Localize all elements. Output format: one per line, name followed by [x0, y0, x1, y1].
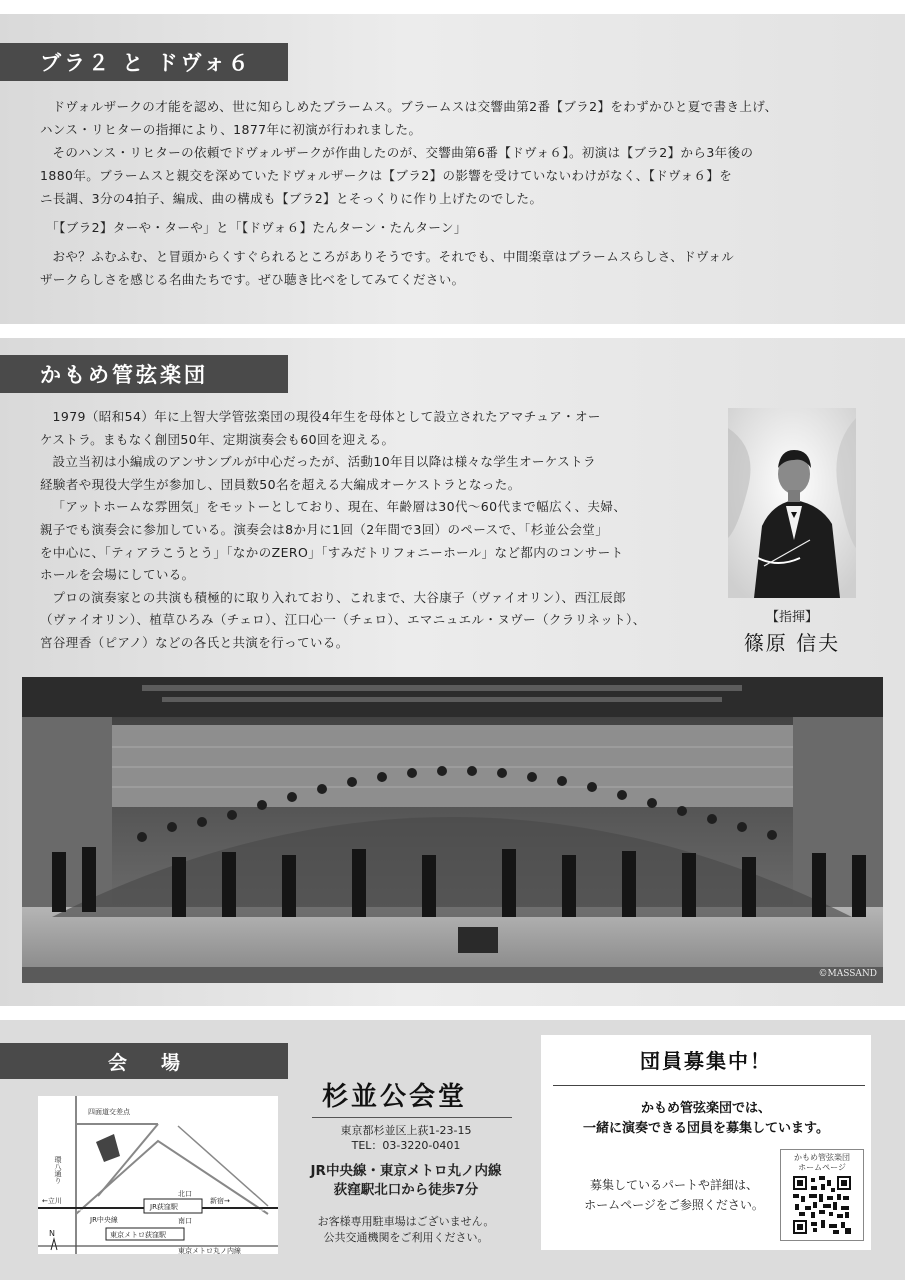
recruitment-line: かもめ管弦楽団では、	[640, 1101, 771, 1116]
venue-divider	[312, 1117, 512, 1118]
paragraph-line: ドヴォルザークの才能を認め、世に知らしめたブラームス。ブラームスは交響曲第2番【ブラ2】をわずかひと夏で書き上げ、	[52, 99, 778, 114]
comparison-quote: 「【ブラ2】ターや・ターや」と「【ドヴォ６】たんターン・たんターン」	[46, 220, 467, 235]
venue-access	[300, 1162, 512, 1200]
paragraph-line: 経験者や現役大学生が参加し、団員数50名を超える大編成オーケストラとなった。	[40, 476, 521, 492]
venue-address: 東京都杉並区上荻1-23-15	[340, 1124, 472, 1137]
compass-north-icon: N	[49, 1229, 55, 1238]
orchestra-photo	[22, 677, 883, 983]
recruitment-title: 団員募集中！	[640, 1049, 772, 1073]
parking-note	[300, 1214, 512, 1246]
paragraph-line: 親子でも演奏会に参加している。演奏会は8か月に1回（2年間で3回）のペースで、「杉並公会堂」	[40, 521, 609, 537]
paragraph-line: を中心に、「ティアラこうとう」「なかのZERO」「すみだトリフォニーホール」など都内のコンサート	[40, 544, 624, 560]
parking-line: お客様専用駐車場はございません。	[317, 1215, 495, 1228]
paragraph-line: ハンス・リヒターの指揮により、1877年に初演が行われました。	[40, 122, 422, 137]
venue-heading: 会場	[0, 1043, 288, 1079]
paragraph-line: ケストラ。まもなく創団50年、定期演奏会も60回を迎える。	[40, 431, 395, 447]
recruitment-detail-line: ホームページをご参照ください。	[584, 1198, 764, 1212]
map-label: 東京メトロ荻窪駅	[110, 1231, 166, 1239]
paragraph-line: 宮谷理香（ピアノ）などの各氏と共演を行っている。	[40, 634, 349, 650]
paragraph-line: 1880年。ブラームスと親交を深めていたドヴォルザークは【ブラ2】の影響を受けていないわけがなく、【ドヴォ６】を	[40, 168, 733, 183]
map-label: 四面道交差点	[88, 1108, 130, 1116]
qr-label-line: かもめ管弦楽団	[794, 1153, 850, 1162]
section-heading-brahms-dvorak: ブラ２ と ドヴォ６	[0, 43, 288, 81]
paragraph-line: ホールを会場にしている。	[40, 567, 195, 583]
conductor-name: 篠原 信夫	[743, 631, 841, 655]
paragraph-line: 1979（昭和54）年に上智大学管弦楽団の現役4年生を母体として設立されたアマチュア・オー	[52, 409, 601, 424]
map-label: JR荻窪駅	[150, 1203, 178, 1211]
conductor-role: 【指揮】	[765, 610, 818, 625]
qr-label-line: ホームページ	[798, 1163, 846, 1172]
paragraph-line: （ヴァイオリン）、植草ひろみ（チェロ）、江口心一（チェロ）、エマニュエル・ヌヴー（クラリネット）、	[40, 612, 646, 628]
access-line: JR中央線・東京メトロ丸ノ内線	[310, 1163, 502, 1179]
paragraph-line: ニ長調、3分の4拍子、編成、曲の構成も【ブラ2】とそっくりに作り上げたのでした。	[40, 191, 543, 206]
map-label: 新宿→	[210, 1197, 230, 1205]
conductor-caption	[728, 606, 856, 656]
recruitment-divider	[553, 1085, 865, 1086]
map-label: JR中央線	[90, 1216, 118, 1224]
access-map	[38, 1096, 278, 1254]
map-label: 東京メトロ丸ノ内線	[178, 1247, 241, 1254]
section-heading-orchestra: かもめ管弦楽団	[0, 355, 288, 393]
recruitment-line: 一緒に演奏できる団員を募集しています。	[583, 1121, 829, 1136]
parking-line: 公共交通機関をご利用ください。	[323, 1231, 489, 1244]
qr-code-icon[interactable]	[793, 1176, 851, 1234]
venue-address-block	[300, 1123, 512, 1153]
paragraph-line: プロの演奏家との共演も積極的に取り入れており、これまで、大谷康子（ヴァイオリン）、西江辰郎	[52, 589, 627, 605]
paragraph-line: 設立当初は小編成のアンサンブルが中心だったが、活動10年目以降は様々な学生オーケストラ	[52, 454, 596, 470]
access-line: 荻窪駅北口から徒歩7分	[333, 1182, 479, 1198]
recruitment-detail-line: 募集しているパートや詳細は、	[589, 1178, 758, 1192]
conductor-figure-icon	[728, 408, 856, 598]
map-label: 南口	[178, 1217, 192, 1225]
venue-name: 杉並公会堂	[322, 1082, 468, 1112]
recruitment-box	[541, 1035, 871, 1250]
orchestra-on-stage-icon	[22, 677, 883, 983]
qr-label	[781, 1153, 863, 1173]
homepage-qr-box[interactable]	[780, 1149, 864, 1241]
brahms-dvorak-text	[40, 95, 778, 291]
map-label: ←立川	[42, 1197, 62, 1205]
paragraph-line: ザークらしさを感じる名曲たちです。ぜひ聴き比べをしてみてください。	[40, 272, 465, 287]
map-label: 北口	[178, 1190, 192, 1198]
orchestra-text	[40, 406, 646, 655]
recruitment-message	[541, 1099, 871, 1139]
map-label: 環八通り	[54, 1156, 62, 1184]
paragraph-line: 「アットホームな雰囲気」をモットーとしており、現在、年齢層は30代～60代まで幅広く、夫婦、	[52, 499, 627, 515]
paragraph-line: そのハンス・リヒターの依頼でドヴォルザークが作曲したのが、交響曲第6番【ドヴォ６】。初演は【ブラ2】から3年後の	[52, 145, 754, 160]
photo-credit: ©MASSAND	[818, 969, 877, 979]
venue-tel: TEL：03-3220-0401	[351, 1139, 461, 1152]
conductor-photo	[728, 408, 856, 598]
recruitment-detail	[559, 1175, 789, 1215]
paragraph-line: おや？ふむふむ、と冒頭からくすぐられるところがありそうです。それでも、中間楽章はブラームスらしさ、ドヴォル	[52, 249, 735, 264]
